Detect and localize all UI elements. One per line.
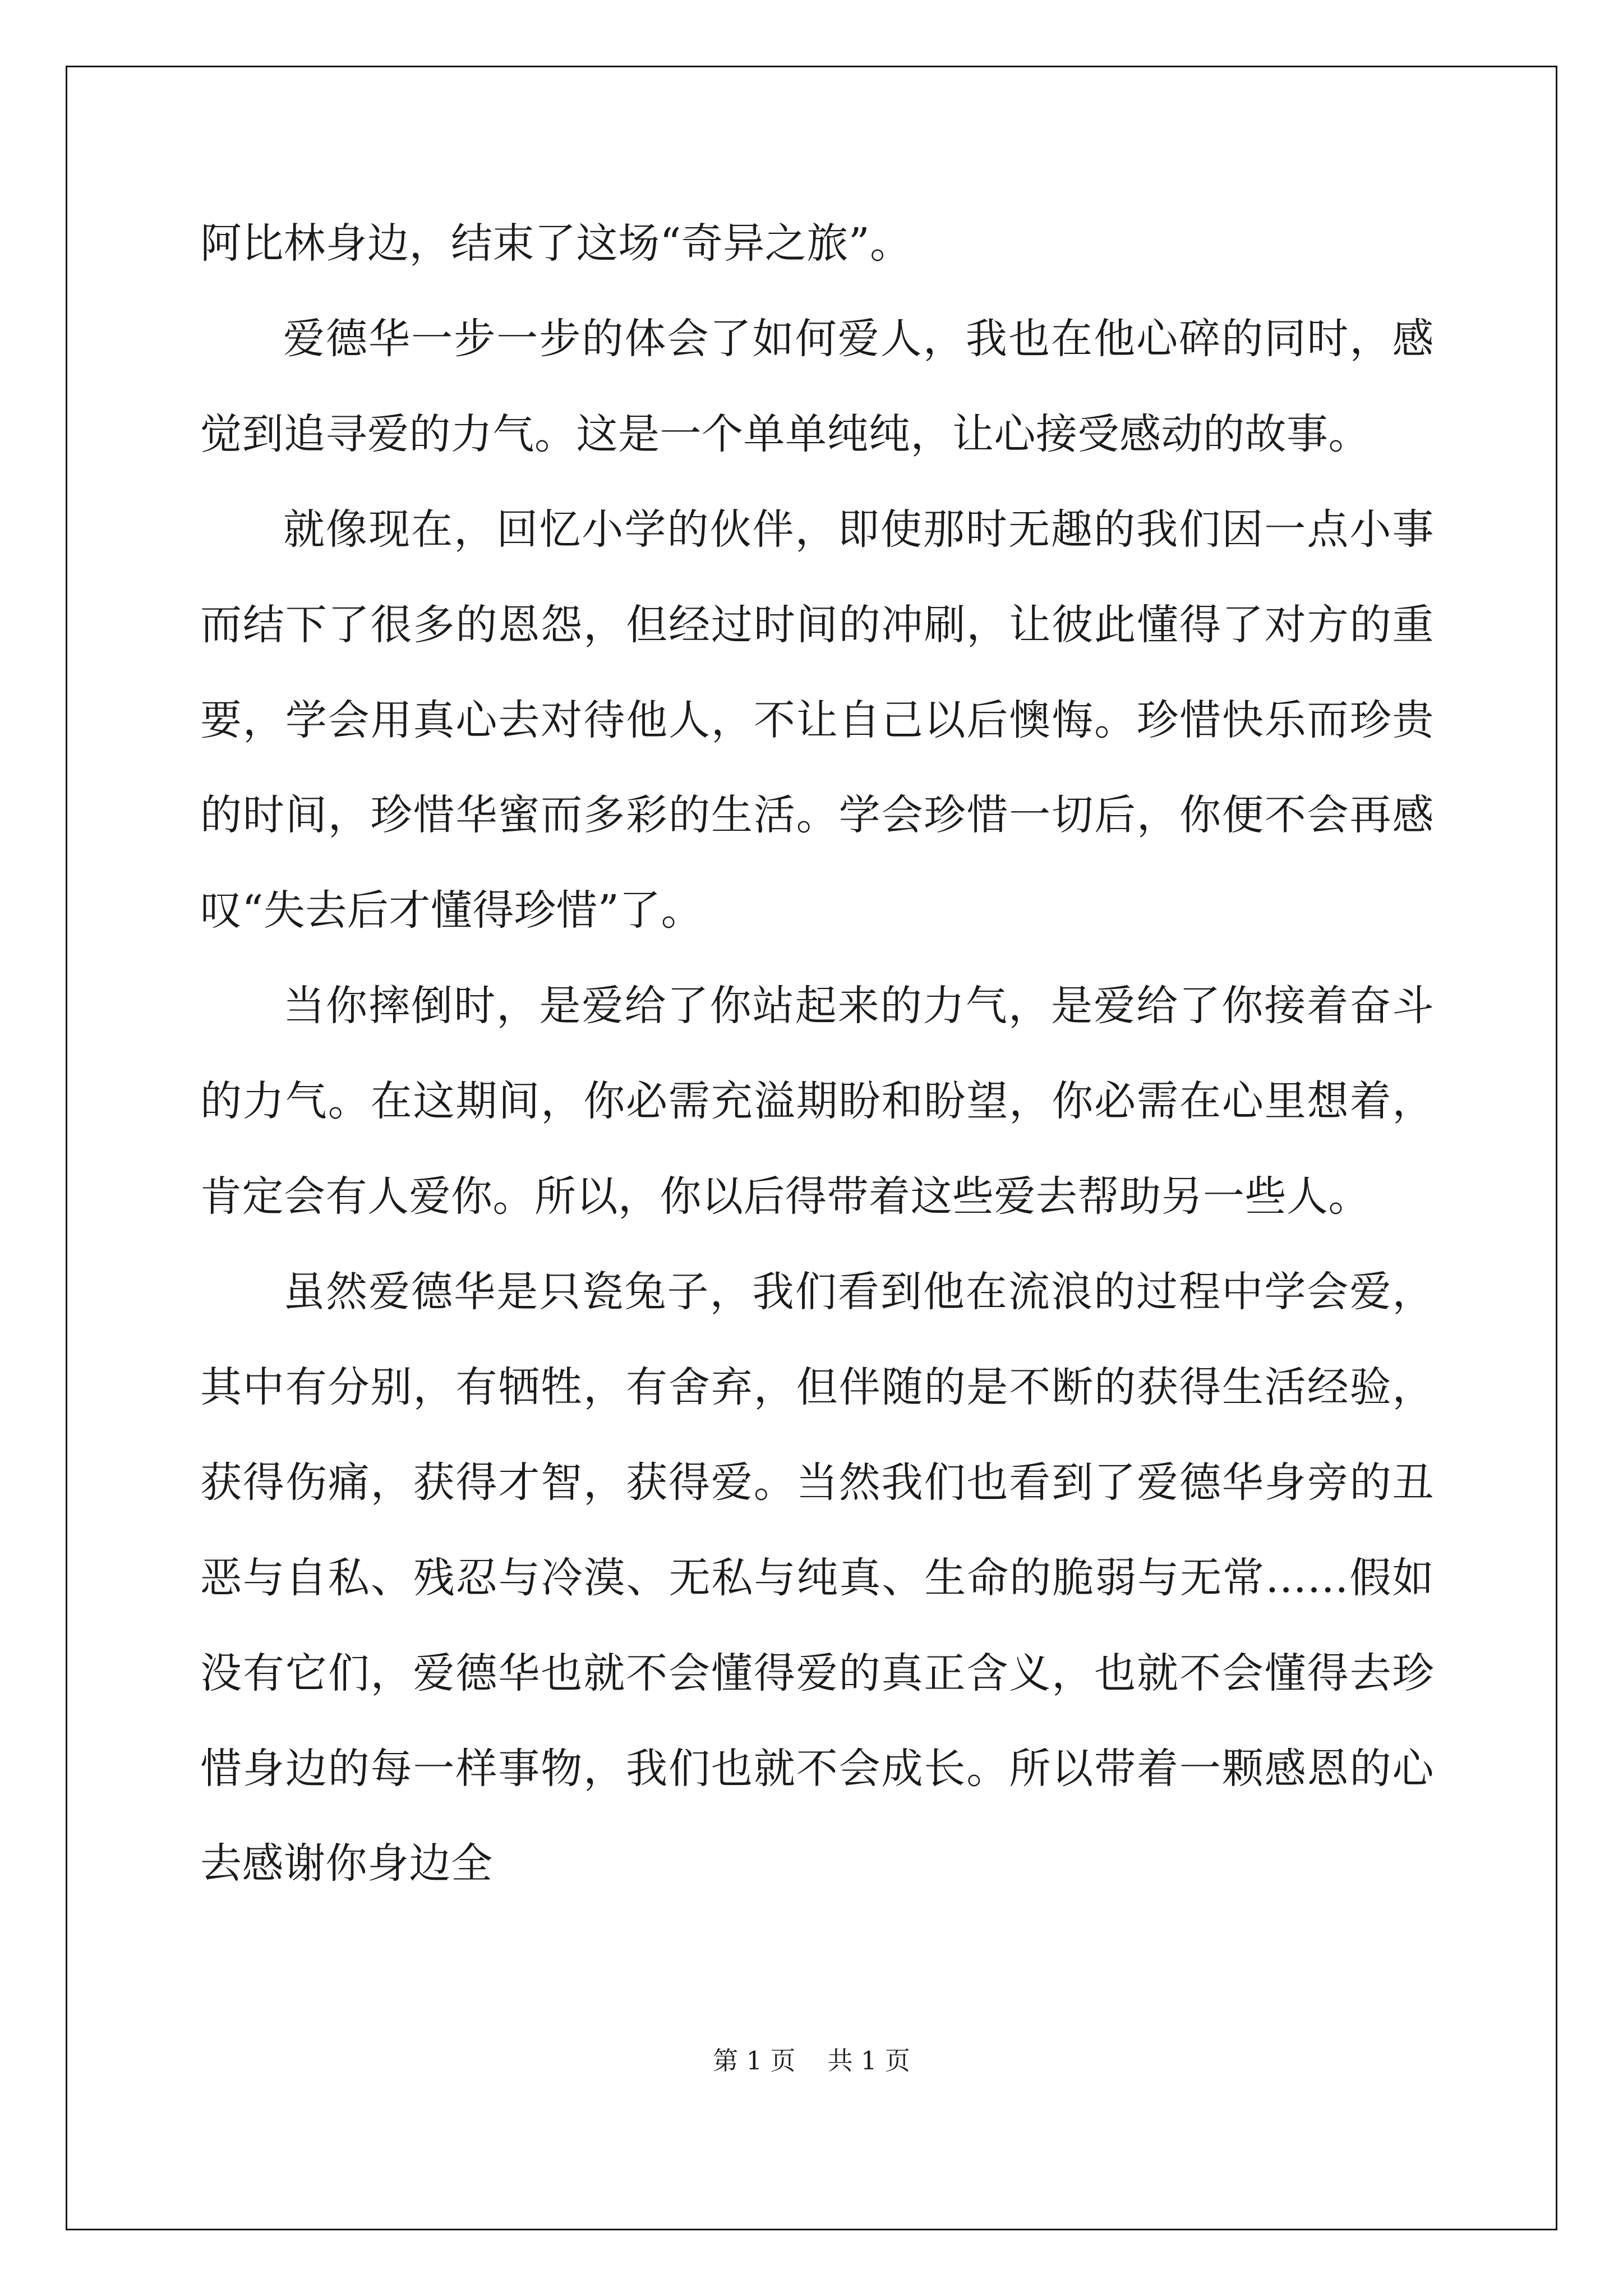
page-total: 共 1 页 <box>827 2046 910 2076</box>
paragraph-1: 阿比林身边，结束了这场“奇异之旅”。 <box>200 219 912 268</box>
paragraph-3: 就像现在，回忆小学的伙伴，即使那时无趣的我们因一点小事而结下了很多的恩怨，但经过时间的冲刷，让彼此懂得了对方的重要，学会用真心去对待他人，不让自己以后懊悔。珍惜快乐而珍贵的时间，珍惜华蜜而多彩的生活。学会珍惜一切后，你便不会再感叹“失去后才懂得珍惜”了。 <box>200 505 1434 935</box>
paragraph-2: 爱德华一步一步的体会了如何爱人，我也在他心碎的同时，感觉到追寻爱的力气。这是一个单单纯纯，让心接受感动的故事。 <box>200 314 1434 458</box>
document-body <box>200 196 1434 1912</box>
page-number: 第 1 页 <box>713 2046 796 2076</box>
paragraph-4: 当你摔倒时，是爱给了你站起来的力气，是爱给了你接着奋斗的力气。在这期间，你必需充溢期盼和盼望，你必需在心里想着，肯定会有人爱你。所以，你以后得带着这些爱去帮助另一些人。 <box>200 982 1434 1221</box>
paragraph-5: 虽然爱德华是只瓷兔子，我们看到他在流浪的过程中学会爱，其中有分别，有牺牲，有舍弃，但伴随的是不断的获得生活经验，获得伤痛，获得才智，获得爱。当然我们也看到了爱德华身旁的丑恶与自私、残忍与冷漠、无私与纯真、生命的脆弱与无常……假如没有它们，爱德华也就不会懂得爱的真正含义，也就不会懂得去珍惜身边的每一样事物，我们也就不会成长。所以带着一颗感恩的心去感谢你身边全 <box>200 1267 1434 1888</box>
page-footer <box>0 2040 1623 2077</box>
